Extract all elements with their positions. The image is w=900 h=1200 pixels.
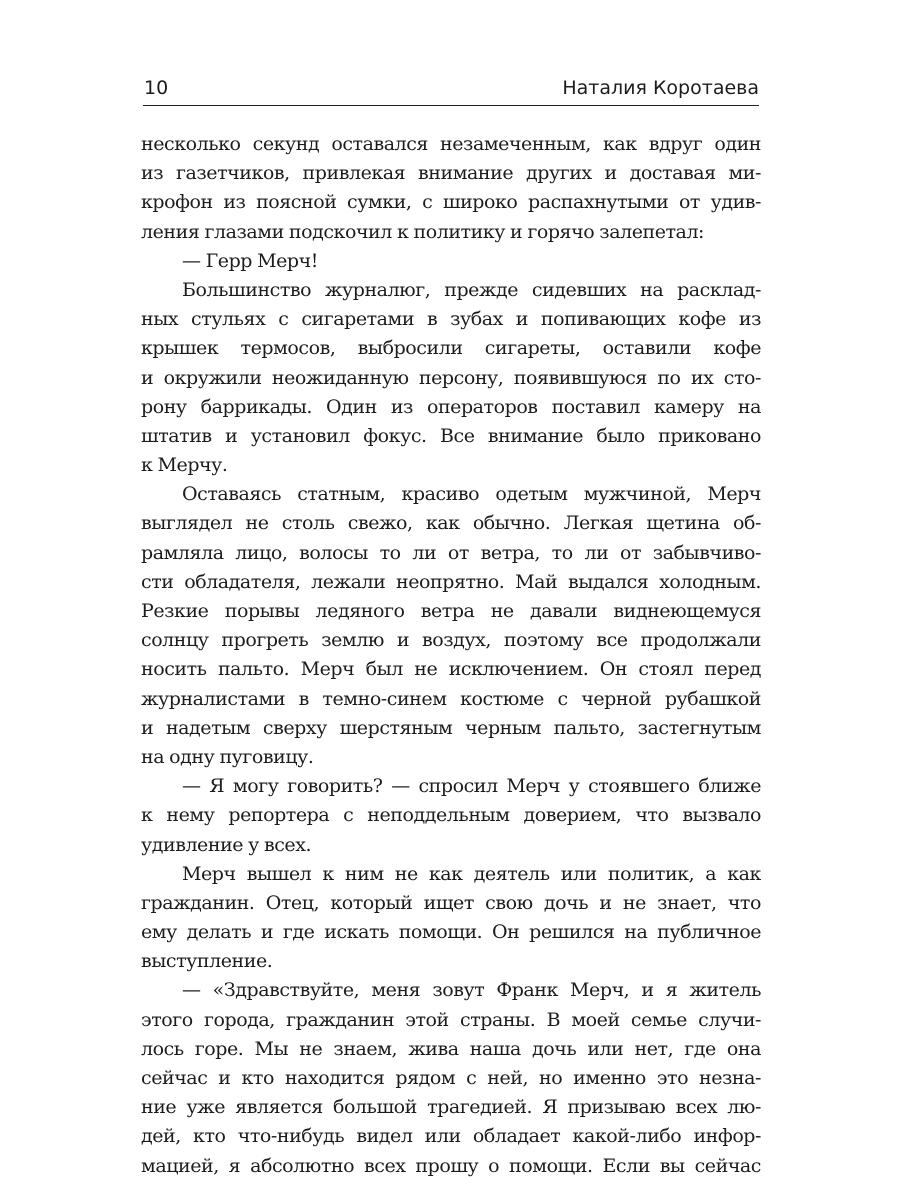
text-line: — Я могу говорить? — спросил Мерч у стоявшего ближе — [182, 775, 761, 798]
text-line: удивление у всех. — [141, 833, 312, 856]
text-line: солнцу прогреть землю и воздух, поэтому все продолжали — [141, 629, 761, 652]
text-line: рамляла лицо, волосы то ли от ветра, то ли от забывчиво- — [141, 541, 761, 564]
text-line: журналистами в темно-синем костюме с черной рубашкой — [141, 687, 761, 710]
text-line: на одну пуговицу. — [141, 745, 314, 768]
text-line: Большинство журналюг, прежде сидевших на расклад- — [182, 278, 761, 301]
text-line: крышек термосов, выбросили сигареты, оставили кофе — [141, 337, 761, 360]
text-line: сейчас и кто находится рядом с ней, но именно это незна- — [141, 1067, 761, 1089]
page-header — [143, 76, 759, 106]
text-line: дей, кто что-нибудь видел или обладает какой-либо инфор- — [141, 1125, 761, 1148]
text-line: Оставаясь статным, красиво одетым мужчиной, Мерч — [182, 483, 761, 506]
text-line: штатив и установил фокус. Все внимание было приковано — [141, 424, 761, 447]
text-line: к Мерчу. — [141, 454, 228, 477]
text-line: ления глазами подскочил к политику и горячо залепетал: — [141, 220, 705, 243]
text-line: к нему репортера с неподдельным доверием, что вызвало — [141, 804, 761, 827]
body-text — [141, 130, 761, 1181]
text-line: несколько секунд оставался незамеченным, как вдруг один — [141, 133, 761, 155]
text-line: Мерч вышел к ним не как деятель или политик, а как — [182, 862, 761, 885]
text-line: и окружили неожиданную персону, появившуюся по их сто- — [141, 366, 761, 389]
text-line: лось горе. Мы не знаем, жива наша дочь или нет, где она — [141, 1037, 761, 1060]
text-line: — «Здравствуйте, меня зовут Франк Мерч, и я житель — [182, 979, 761, 1002]
running-head-author: Наталия Коротаева — [562, 77, 759, 99]
text-line: мацией, я абсолютно всех прошу о помощи. Если вы сейчас — [141, 1154, 761, 1177]
text-line: Резкие порывы ледяного ветра не давали виднеющемуся — [141, 600, 761, 622]
text-line: этого города, гражданин этой страны. В моей семье случи- — [141, 1008, 761, 1031]
text-line: гражданин. Отец, который ищет свою дочь и не знает, что — [141, 891, 761, 914]
text-line: и надетым сверху шерстяным черным пальто, застегнутым — [141, 716, 761, 739]
text-line: ние уже является большой трагедией. Я призываю всех лю- — [141, 1096, 761, 1119]
text-line: выступление. — [141, 950, 273, 973]
text-line: выглядел не столь свежо, как обычно. Легкая щетина об- — [141, 512, 761, 535]
text-line: носить пальто. Мерч был не исключением. Он стоял перед — [141, 658, 761, 681]
text-line: рону баррикады. Один из операторов поставил камеру на — [141, 395, 761, 418]
text-line: крофон из поясной сумки, с широко распахнутыми от удив- — [141, 191, 761, 214]
text-line: из газетчиков, привлекая внимание других и доставая ми- — [141, 162, 761, 185]
page-number: 10 — [144, 77, 169, 99]
text-line: — Герр Мерч! — [182, 249, 318, 272]
text-line: ных стульях с сигаретами в зубах и попивающих кофе из — [141, 308, 761, 331]
text-line: ему делать и где искать помощи. Он решился на публичное — [141, 921, 761, 944]
text-line: сти обладателя, лежали неопрятно. Май выдался холодным. — [141, 570, 761, 593]
